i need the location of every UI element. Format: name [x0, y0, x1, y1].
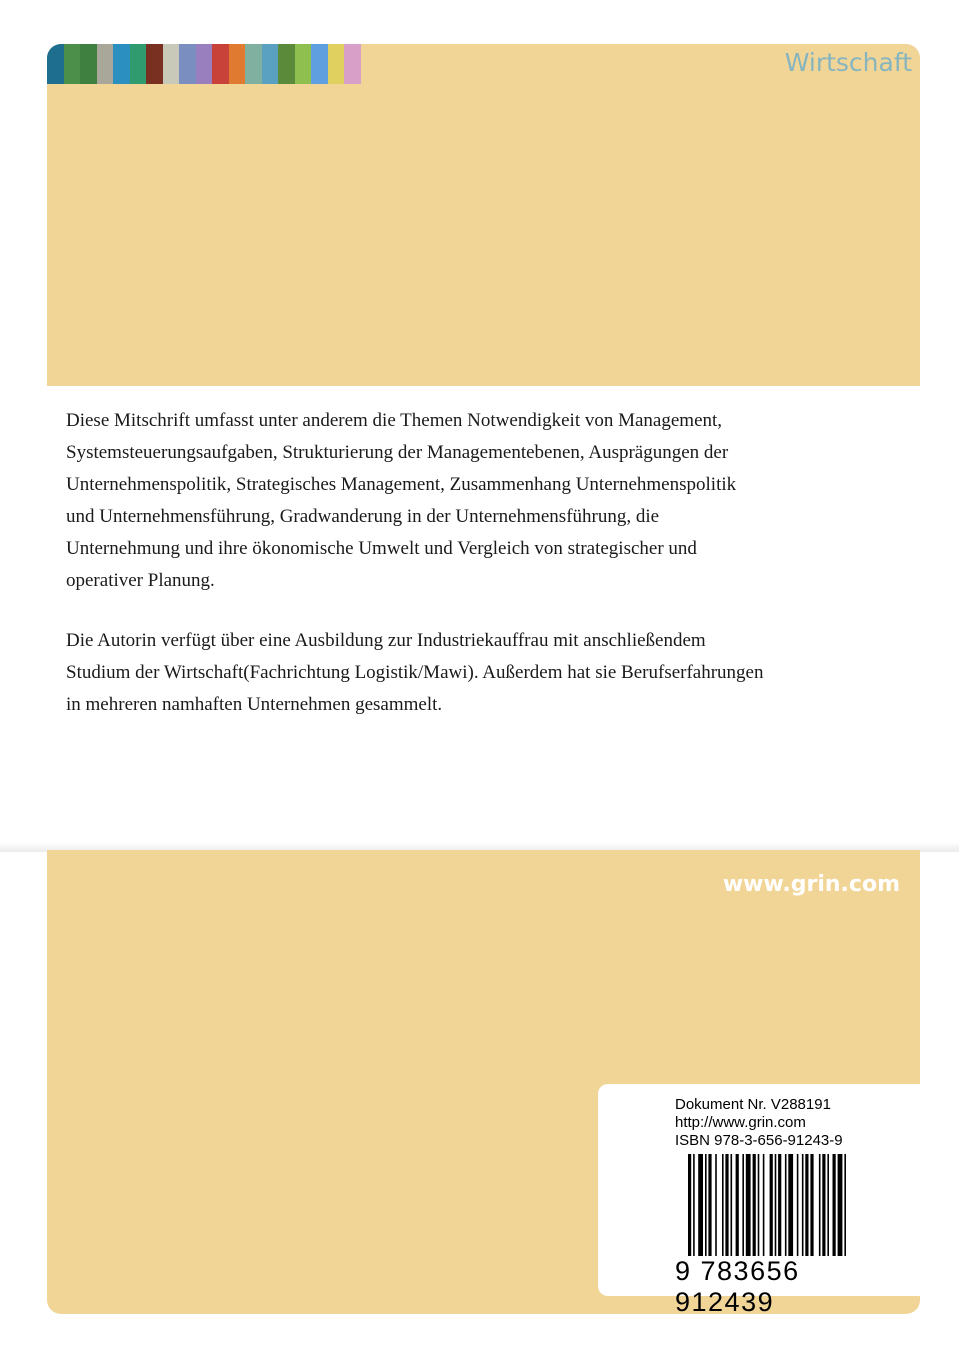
- color-stripe: [130, 44, 147, 84]
- color-stripe: [146, 44, 163, 84]
- barcode-bar: [705, 1154, 707, 1256]
- color-stripe: [212, 44, 229, 84]
- barcode-bar: [753, 1154, 756, 1256]
- paragraph1-line-4: und Unternehmensführung, Gradwanderung in der Unternehmensführung, die: [66, 506, 660, 527]
- barcode-bar: [822, 1154, 825, 1256]
- barcode-bar: [725, 1154, 728, 1256]
- color-stripe: [113, 44, 130, 84]
- isbn-number: ISBN 978-3-656-91243-9: [675, 1132, 843, 1149]
- paragraph1-line-2: Systemsteuerungsaufgaben, Strukturierung der Managementebenen, Ausprägungen der: [66, 442, 729, 463]
- barcode-bar: [788, 1154, 793, 1256]
- barcode-bar: [797, 1154, 799, 1256]
- barcode-bar: [810, 1154, 813, 1256]
- color-stripe: [311, 44, 328, 84]
- barcode-bar: [693, 1154, 695, 1256]
- color-stripe: [328, 44, 345, 84]
- barcode-bar: [833, 1154, 836, 1256]
- paragraph2-line-1: Die Autorin verfügt über eine Ausbildung zur Industriekauffrau mit anschließendem: [66, 630, 706, 651]
- color-stripe: [47, 44, 64, 84]
- barcode-bar: [802, 1154, 804, 1256]
- barcode-bar: [736, 1154, 739, 1256]
- top-color-panel: [47, 44, 920, 386]
- barcode-bar: [805, 1154, 808, 1256]
- barcode-bar: [722, 1154, 724, 1256]
- color-stripe: [278, 44, 295, 84]
- color-stripe: [245, 44, 262, 84]
- barcode-bar: [838, 1154, 843, 1256]
- barcode-bar: [698, 1154, 703, 1256]
- color-stripe: [295, 44, 312, 84]
- paragraph2-line-2: Studium der Wirtschaft(Fachrichtung Logistik/Mawi). Außerdem hat sie Berufserfahrungen: [66, 662, 764, 683]
- barcode-digits: 9 783656 912439: [675, 1256, 800, 1317]
- barcode-bar: [715, 1154, 717, 1256]
- barcode-bar: [746, 1154, 751, 1256]
- document-number: Dokument Nr. V288191: [675, 1096, 831, 1113]
- publisher-url[interactable]: www.grin.com: [722, 872, 900, 897]
- description-paragraph-2: [66, 625, 886, 721]
- barcode-bars: [688, 1154, 898, 1256]
- color-stripe: [344, 44, 361, 84]
- barcode-bar: [844, 1154, 846, 1256]
- barcode-bar: [742, 1154, 744, 1256]
- barcode-bar: [827, 1154, 829, 1256]
- description-text: [66, 405, 886, 721]
- description-paragraph-1: [66, 405, 886, 597]
- paragraph1-line-1: Diese Mitschrift umfasst unter anderem die Themen Notwendigkeit von Management,: [66, 410, 723, 431]
- barcode-box: [598, 1084, 920, 1317]
- paragraph1-line-6: operativer Planung.: [66, 570, 215, 591]
- barcode-bar: [731, 1154, 733, 1256]
- barcode-bar: [758, 1154, 760, 1256]
- paragraph1-line-5: Unternehmung und ihre ökonomische Umwelt und Vergleich von strategischer und: [66, 538, 697, 559]
- color-stripes: [47, 44, 361, 84]
- barcode-bar: [778, 1154, 781, 1256]
- color-stripe: [97, 44, 114, 84]
- publisher-website: http://www.grin.com: [675, 1114, 806, 1131]
- barcode-bar: [785, 1154, 787, 1256]
- barcode-bar: [708, 1154, 711, 1256]
- barcode-bar: [770, 1154, 773, 1256]
- barcode-bar: [819, 1154, 821, 1256]
- color-stripe: [80, 44, 97, 84]
- color-stripe: [262, 44, 279, 84]
- color-stripe: [179, 44, 196, 84]
- barcode-bar: [763, 1154, 765, 1256]
- barcode-bar: [688, 1154, 691, 1256]
- color-stripe: [64, 44, 81, 84]
- color-stripe: [163, 44, 180, 84]
- barcode-bar: [775, 1154, 777, 1256]
- paragraph1-line-3: Unternehmenspolitik, Strategisches Management, Zusammenhang Unternehmenspolitik: [66, 474, 737, 495]
- color-stripe: [196, 44, 213, 84]
- color-stripe: [229, 44, 246, 84]
- paragraph2-line-3: in mehreren namhaften Unternehmen gesammelt.: [66, 694, 443, 715]
- category-label: Wirtschaft: [784, 48, 912, 77]
